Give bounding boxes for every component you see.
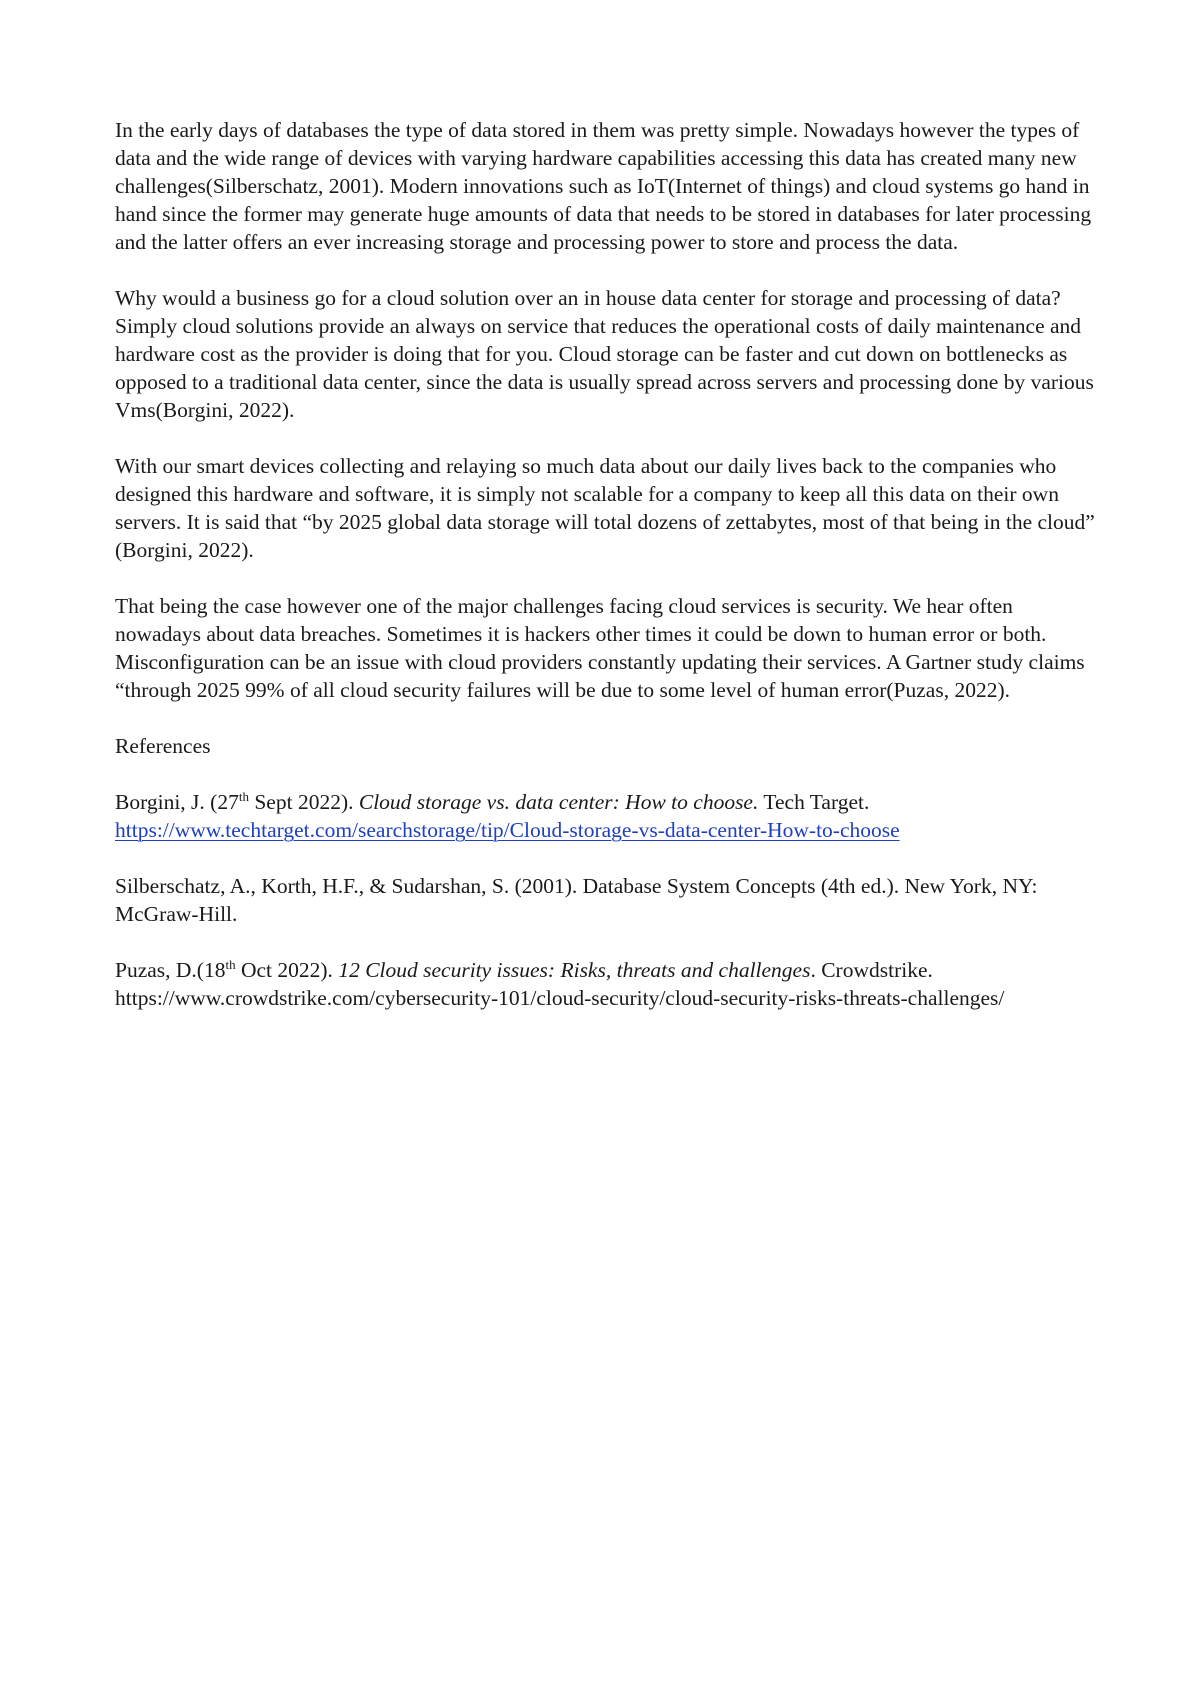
reference-puzas-publisher: . Crowdstrike. <box>810 958 933 982</box>
references-heading: References <box>115 734 211 758</box>
reference-borgini <box>115 788 1095 844</box>
paragraph-smart-devices: With our smart devices collecting and relaying so much data about our daily lives back to the companies who designed this hardware and software, it is simply not scalable for a company to keep all this data on their own servers. It is said that “by 2025 global data storage will total dozens of zettabytes, most of that being in the cloud” (Borgini, 2022). <box>115 454 1095 562</box>
reference-borgini-date: Sept 2022). <box>248 790 359 814</box>
reference-borgini-ordinal: th <box>238 788 249 804</box>
paragraph-databases-intro: In the early days of databases the type of data stored in them was pretty simple. Nowadays however the types of data and the wide range of devices with varying hardware capabilities accessing this data has created many new challenges(Silberschatz, 2001). Modern innovations such as IoT(Internet of things) and cloud systems go hand in hand since the former may generate huge amounts of data that needs to be stored in databases for later processing and the latter offers an ever increasing storage and processing power to store and process the data. <box>115 118 1092 254</box>
reference-puzas-author: Puzas, D.(18 <box>115 958 226 982</box>
paragraph-cloud-vs-datacenter: Why would a business go for a cloud solution over an in house data center for storage and processing of data? Simply cloud solutions provide an always on service that reduces the operational costs of daily maintenance and hardware cost as the provider is doing that for you. Cloud storage can be faster and cut down on bottlenecks as opposed to a traditional data center, since the data is usually spread across servers and processing done by various Vms(Borgini, 2022). <box>115 286 1094 422</box>
reference-puzas-date: Oct 2022). <box>235 958 339 982</box>
document-body <box>115 116 1095 1040</box>
reference-puzas-url: https://www.crowdstrike.com/cybersecurity-101/cloud-security/cloud-security-risks-threats-challenges/ <box>115 986 1005 1010</box>
reference-puzas-ordinal: th <box>225 956 236 972</box>
reference-borgini-title: Cloud storage vs. data center: How to choose. <box>358 790 759 814</box>
reference-puzas-title: 12 Cloud security issues: Risks, threats and challenges <box>338 958 811 982</box>
paragraph-security-challenges: That being the case however one of the major challenges facing cloud services is security. We hear often nowadays about data breaches. Sometimes it is hackers other times it could be down to human error or both. Misconfiguration can be an issue with cloud providers constantly updating their services. A Gartner study claims “through 2025 99% of all cloud security failures will be due to some level of human error(Puzas, 2022). <box>115 594 1085 702</box>
reference-borgini-publisher: Tech Target. <box>758 790 870 814</box>
reference-borgini-author: Borgini, J. (27 <box>115 790 239 814</box>
reference-puzas <box>115 956 1095 1012</box>
reference-silberschatz: Silberschatz, A., Korth, H.F., & Sudarshan, S. (2001). Database System Concepts (4th ed.). New York, NY: McGraw-Hill. <box>115 874 1038 926</box>
reference-borgini-link[interactable]: https://www.techtarget.com/searchstorage/tip/Cloud-storage-vs-data-center-How-to-choose <box>115 818 900 842</box>
